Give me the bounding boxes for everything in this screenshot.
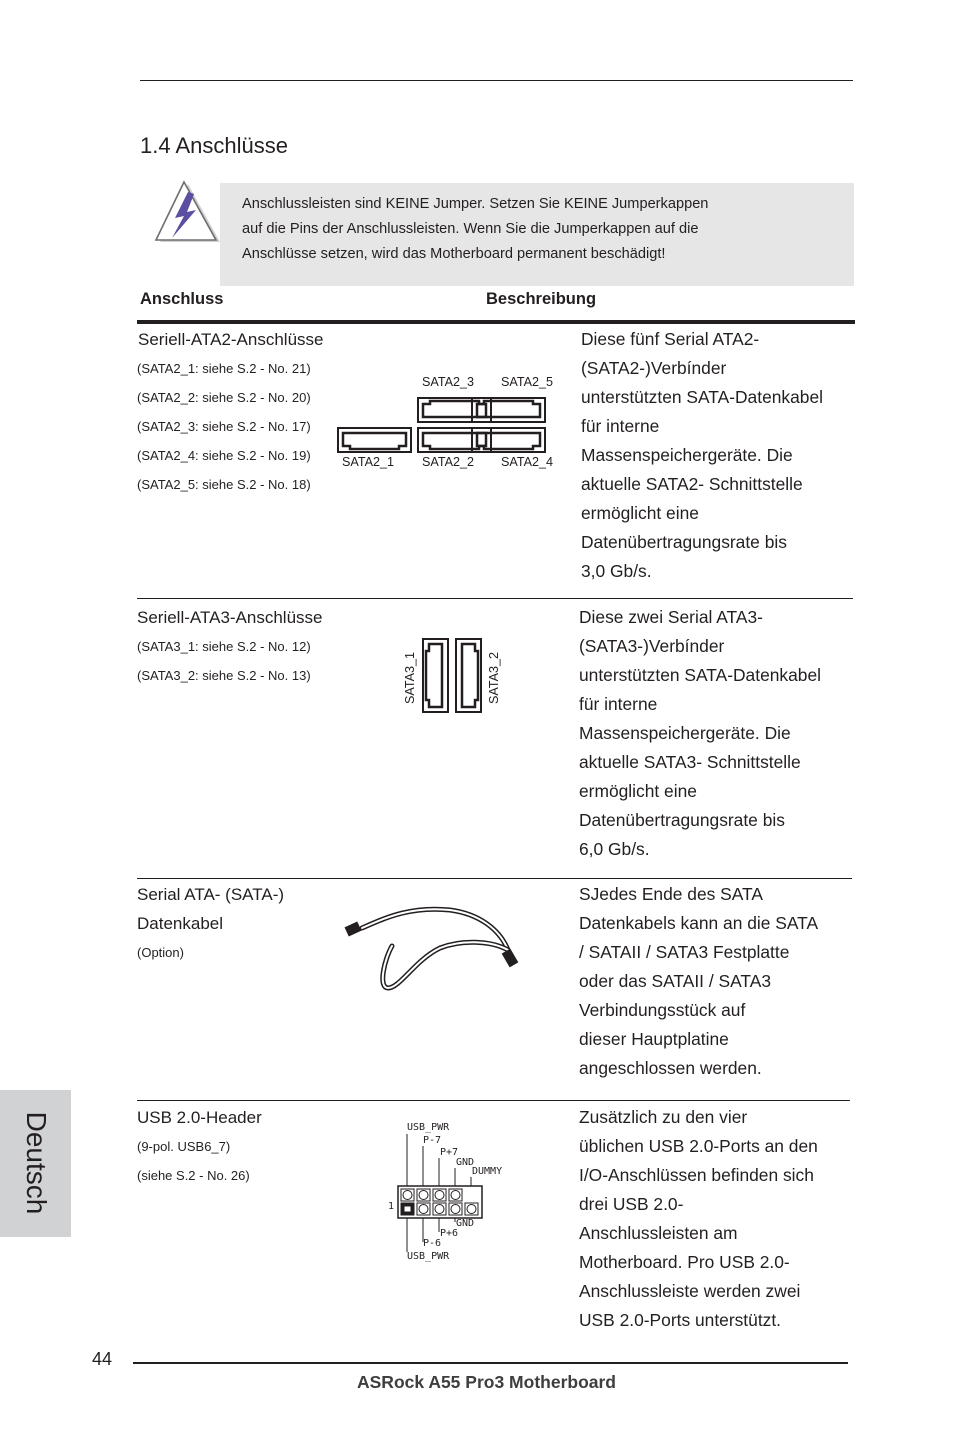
sata2-label: SATA2_2 bbox=[422, 455, 475, 469]
row-divider bbox=[137, 878, 852, 879]
sata2-ref: (SATA2_2: siehe S.2 - No. 20) bbox=[137, 390, 311, 405]
sata2-5-connector bbox=[472, 398, 545, 422]
pin-label: P+7 bbox=[440, 1147, 459, 1158]
sata2-ref: (SATA2_5: siehe S.2 - No. 18) bbox=[137, 477, 311, 492]
sata3-name: Seriell-ATA3-Anschlüsse bbox=[137, 608, 323, 627]
header-rule bbox=[137, 320, 855, 324]
pin-1-label: 1 bbox=[388, 1201, 395, 1212]
pin-label: DUMMY bbox=[472, 1166, 503, 1177]
sata3-2-connector bbox=[456, 639, 481, 712]
sata3-connectors-diagram bbox=[420, 637, 484, 715]
section-title: 1.4 Anschlüsse bbox=[140, 133, 288, 158]
top-rule bbox=[140, 80, 853, 81]
sata3-description: Diese zwei Serial ATA3- (SATA3-)Verbínder unterstützten SATA-Datenkabel für interne Massenspeichergeräte. Die aktuelle SATA3- Schnittstelle ermöglicht eine Datenübertragungsrate bis 6,0 Gb/s. bbox=[579, 607, 821, 859]
language-side-tab-label: Deutsch bbox=[21, 1111, 52, 1215]
usb-header-ref: (9-pol. USB6_7) bbox=[137, 1139, 231, 1154]
pin-label: P+6 bbox=[440, 1228, 459, 1239]
sata2-label: SATA2_5 bbox=[501, 375, 554, 389]
sata-cable-name: Serial ATA- (SATA-) Datenkabel bbox=[137, 885, 285, 933]
pin-label: P-6 bbox=[423, 1238, 442, 1249]
warning-text: Anschlussleisten sind KEINE Jumper. Setzen Sie KEINE Jumperkappen auf die Pins der Anschlussleisten. Wenn Sie die Jumperkappen auf die Anschlüsse setzen, wird das Motherboard permanent beschädigt! bbox=[242, 196, 709, 262]
row-divider bbox=[137, 1100, 850, 1101]
column-header-connector: Anschluss bbox=[140, 290, 224, 308]
sata2-ref: (SATA2_3: siehe S.2 - No. 17) bbox=[137, 419, 311, 434]
sata-cable-ref: (Option) bbox=[137, 945, 184, 960]
usb-header-pinout-diagram bbox=[386, 1116, 526, 1266]
pin-label: USB_PWR bbox=[407, 1122, 450, 1133]
sata2-description: Diese fünf Serial ATA2- (SATA2-)Verbínder unterstützten SATA-Datenkabel für interne Massenspeichergeräte. Die aktuelle SATA2- Schnittstelle ermöglicht eine Datenübertragungsrate bis 3,0 Gb/s. bbox=[581, 329, 823, 581]
sata2-connectors-diagram bbox=[336, 396, 548, 454]
sata2-2-connector bbox=[418, 428, 491, 452]
page-number: 44 bbox=[92, 1349, 113, 1369]
sata3-ref: (SATA3_2: siehe S.2 - No. 13) bbox=[137, 668, 311, 683]
footer-rule bbox=[133, 1362, 848, 1364]
sata2-1-connector bbox=[338, 428, 411, 452]
pin-label: GND bbox=[456, 1218, 475, 1229]
pin-label: P-7 bbox=[423, 1135, 442, 1146]
footer-product-name: ASRock A55 Pro3 Motherboard bbox=[357, 1372, 616, 1392]
usb-header-description: Zusätzlich zu den vier üblichen USB 2.0-Ports an den I/O-Anschlüssen befinden sich drei USB 2.0- Anschlussleisten am Motherboard. Pro USB 2.0- Anschlussleiste werden zwei USB 2.0-Ports unterstützt. bbox=[579, 1107, 818, 1330]
sata2-ref: (SATA2_1: siehe S.2 - No. 21) bbox=[137, 361, 311, 376]
usb-header-ref: (siehe S.2 - No. 26) bbox=[137, 1168, 250, 1183]
sata-cable-description: SJedes Ende des SATA Datenkabels kann an die SATA / SATAII / SATA3 Festplatte oder das SATAII / SATA3 Verbindungsstück auf dieser Hauptplatine angeschlossen werden. bbox=[579, 884, 819, 1078]
row-divider bbox=[137, 598, 853, 599]
sata3-1-connector bbox=[423, 639, 448, 712]
sata-cable-image bbox=[340, 900, 530, 995]
pin-label: GND bbox=[456, 1157, 475, 1168]
sata-cable-icon bbox=[362, 909, 508, 988]
sata2-label: SATA2_3 bbox=[422, 375, 475, 389]
usb-header-name: USB 2.0-Header bbox=[137, 1108, 262, 1127]
sata2-name: Seriell-ATA2-Anschlüsse bbox=[138, 330, 324, 349]
sata2-4-connector bbox=[472, 428, 545, 452]
sata2-label: SATA2_1 bbox=[342, 455, 395, 469]
sata3-label: SATA3_2 bbox=[487, 651, 501, 705]
warning-lightning-icon bbox=[150, 180, 222, 246]
pin-label: USB_PWR bbox=[407, 1251, 450, 1262]
column-header-description: Beschreibung bbox=[486, 290, 597, 308]
sata2-3-connector bbox=[418, 398, 491, 422]
sata3-ref: (SATA3_1: siehe S.2 - No. 12) bbox=[137, 639, 311, 654]
sata3-label: SATA3_1 bbox=[403, 651, 417, 705]
sata2-ref: (SATA2_4: siehe S.2 - No. 19) bbox=[137, 448, 311, 463]
sata2-label: SATA2_4 bbox=[501, 455, 554, 469]
